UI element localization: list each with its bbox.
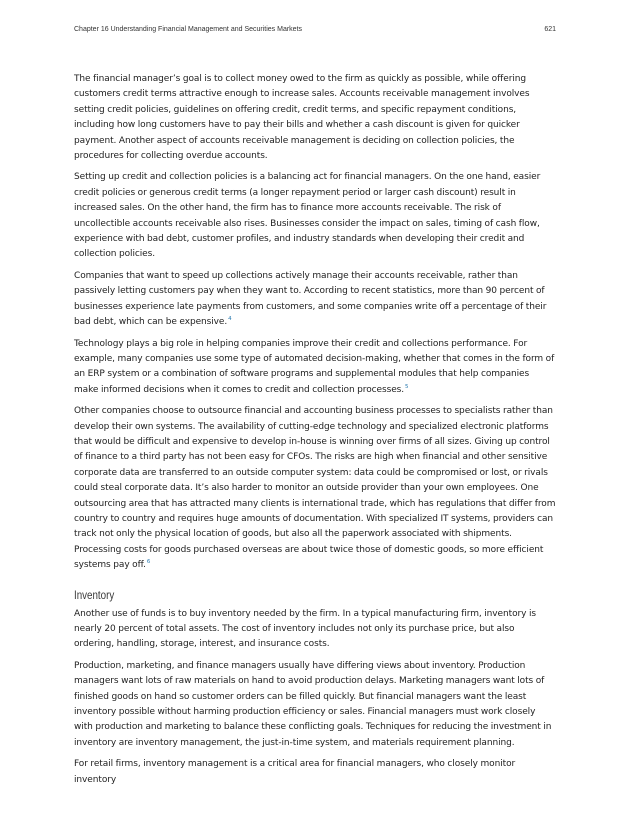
paragraph-accounts-receivable — [74, 72, 556, 164]
paragraph-text: Another use of funds is to buy inventory needed by the firm. In a typical manufacturing firm, inventory is nearly 20 percent of total assets. The cost of inventory includes not only its purchase price, but also ordering, handling, storage, interest, and insurance costs. — [74, 608, 536, 650]
paragraph-text: Technology plays a big role in helping companies improve their credit and collections performance. For example, many companies use some type of automated decision-making, whether that comes in the form of an ERP system or a combination of software programs and supplemental modules that help companies make informed decisions when it comes to credit and collection processes. — [74, 338, 555, 395]
paragraph-text: Production, marketing, and finance managers usually have differing views about inventory. Production managers want lots of raw materials on hand to avoid production delays. Marketing managers want lots of finished goods on hand so customer orders can be filled quickly. But financial managers want the least inventory possible without harming production efficiency or sales. Financial managers must work closely with production and marketing to balance these conflicting goals. Techniques for reducing the investment in inventory are inventory management, the just-in-time system, and materials requirement planning. — [74, 660, 552, 748]
footnote-link-6[interactable]: 6 — [146, 559, 151, 566]
paragraph-text: Setting up credit and collection policies is a balancing act for financial managers. On the one hand, easier credit policies or generous credit terms (a longer repayment period or larger cash discount) result in increased sales. On the other hand, the firm has to finance more accounts receivable. The risk of uncollectible accounts receivable also rises. Businesses consider the impact on sales, timing of cash flow, experience with bad debt, customer profiles, and industry standards when developing their credit and collection policies. — [74, 172, 541, 260]
paragraph-text: Companies that want to speed up collections actively manage their accounts receivable, rather than passively letting customers pay when they want to. According to recent statistics, more than 90 percent of businesses experience late payments from customers, and some companies write off a percentage of their bad debt, which can be expensive. — [74, 270, 547, 328]
section-heading-inventory: Inventory — [74, 589, 115, 602]
paragraph-inventory-funds — [74, 607, 556, 653]
paragraph-text: Other companies choose to outsource financial and accounting business processes to specialists rather than develop their own systems. The availability of cutting-edge technology and specialized electronic platforms that would be difficult and expensive to develop in-house is winning over firms of all sizes. Giving up control of finance to a third party has not been easy for CFOs. The risks are high when financial and other sensitive corporate data are transferred to an outside computer system: data could be compromised or lost, or rivals could steal corporate data. It’s also harder to monitor an outside provider than your own employees. One outsourcing area that has attracted many clients is international trade, which has regulations that differ from country to country and requires huge amounts of documentation. With specialized IT systems, providers can track not only the physical location of goods, but also all the paperwork associated with shipments. Processing costs for goods purchased overseas are about twice those of domestic goods, so more efficient systems pay off. — [74, 406, 556, 571]
paragraph-text: The financial manager’s goal is to collect money owed to the firm as quickly as possible, while offering customers credit terms attractive enough to increase sales. Accounts receivable management involves setting credit policies, guidelines on offering credit, credit terms, and specific repayment conditions, including how long customers have to pay their bills and whether a cash discount is given for quicker payment. Another aspect of accounts receivable management is deciding on collection policies, the procedures for collecting overdue accounts. — [74, 74, 530, 162]
paragraph-text: For retail firms, inventory management is a critical area for financial managers, who closely monitor inventory — [74, 759, 516, 785]
paragraph-outsourcing — [74, 404, 556, 573]
paragraph-credit-policies — [74, 170, 556, 262]
footnote-link-5[interactable]: 5 — [405, 383, 409, 390]
paragraph-inventory-views — [74, 659, 556, 751]
footnote-link-4[interactable]: 4 — [228, 316, 232, 323]
page-number: 621 — [544, 26, 556, 33]
paragraph-speed-collections — [74, 269, 556, 331]
paragraph-retail-inventory — [74, 757, 556, 788]
page-header — [74, 26, 556, 38]
paragraph-technology — [74, 337, 556, 399]
main-content — [74, 72, 556, 794]
chapter-title: Chapter 16 Understanding Financial Management and Securities Markets — [74, 26, 303, 33]
